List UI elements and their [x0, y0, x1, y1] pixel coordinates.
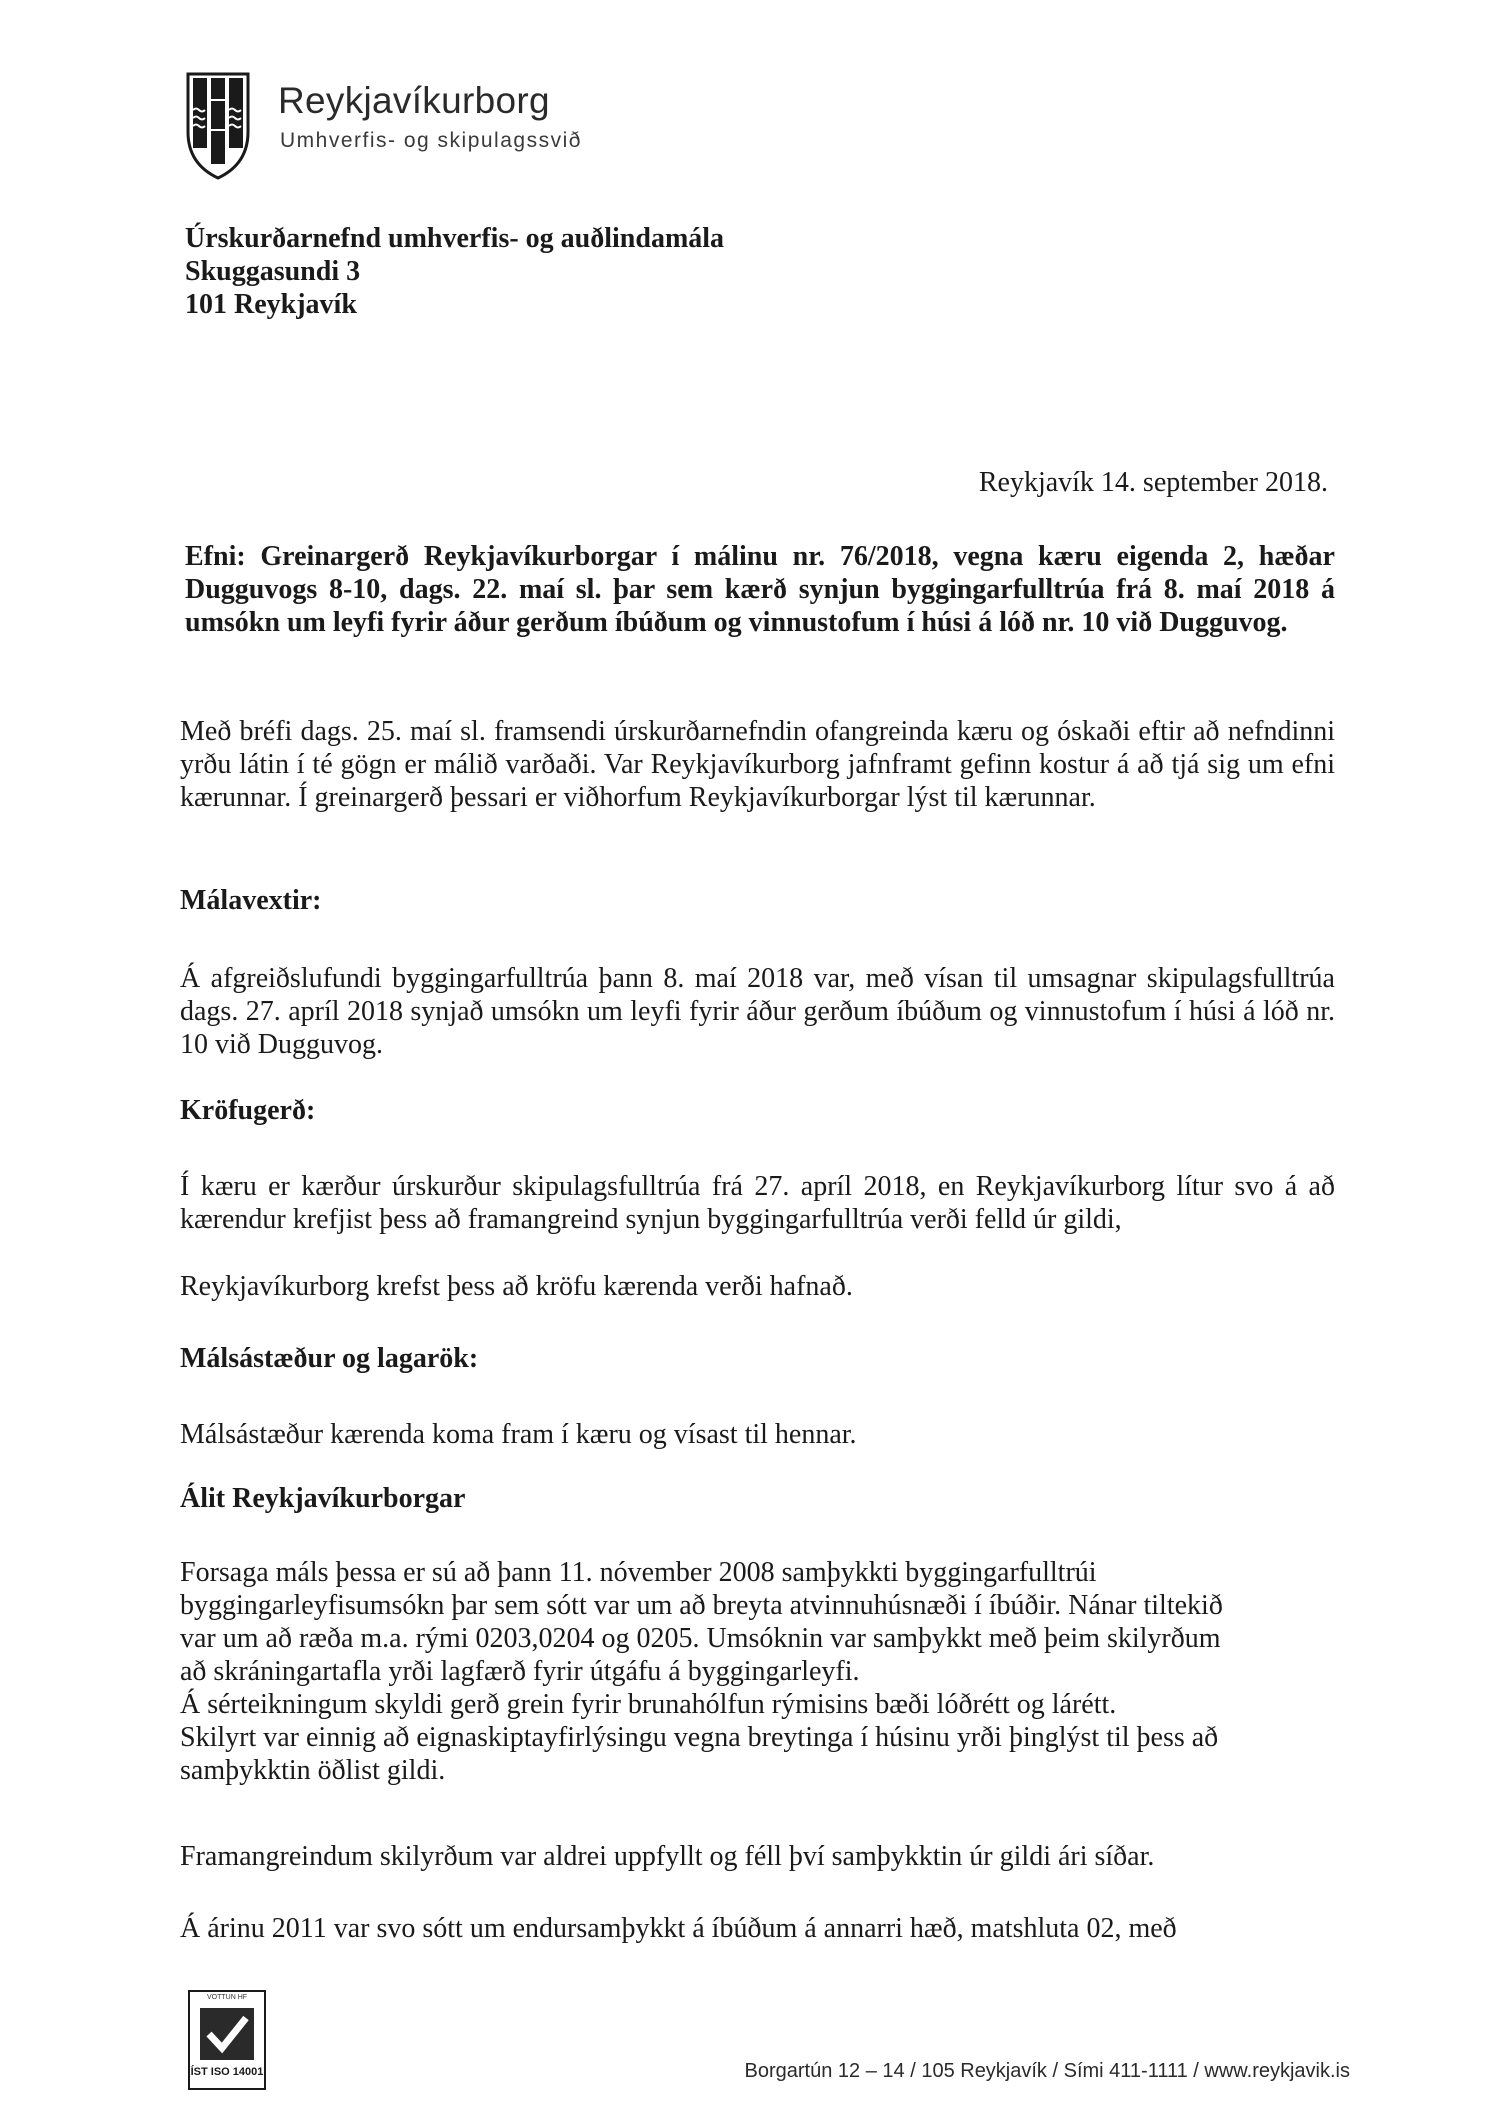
alit-paragraph — [180, 1556, 1335, 1787]
organization-name: Reykjavíkurborg — [278, 80, 550, 121]
reykjavik-coat-of-arms-logo — [185, 70, 251, 180]
alit-line: samþykktin öðlist gildi. — [180, 1755, 446, 1786]
footer-contact-info: Borgartún 12 – 14 / 105 Reykjavík / Sími 411-1111 / www.reykjavik.is — [744, 2060, 1350, 2082]
recipient-line: Úrskurðarnefnd umhverfis- og auðlindamála — [185, 223, 725, 254]
section-heading-krofugerd: Kröfugerð: — [180, 1095, 316, 1126]
krofugerd-demand: Reykjavíkurborg krefst þess að kröfu kærenda verði hafnað. — [180, 1271, 853, 1302]
checkmark-icon — [200, 2008, 254, 2065]
section-heading-malavextir: Málavextir: — [180, 885, 322, 916]
malsastaedur-paragraph: Málsástæður kærenda koma fram í kæru og vísast til hennar. — [180, 1419, 857, 1450]
letter-date: Reykjavík 14. september 2018. — [978, 467, 1328, 498]
certification-bottom-label: ÍST ISO 14001 — [190, 2066, 264, 2078]
alit-2011-paragraph: Á árinu 2011 var svo sótt um endursamþykkt á íbúðum á annarri hæð, matshluta 02, með — [180, 1913, 1177, 1944]
certification-top-label: VOTTUN HF — [206, 1994, 248, 2001]
krofugerd-paragraph: Í kæru er kærður úrskurður skipulagsfulltrúa frá 27. apríl 2018, en Reykjavíkurborg lítur svo á að kærendur krefjist þess að framangreind synjun byggingarfulltrúa verði felld úr gildi, — [180, 1171, 1335, 1235]
alit-line: byggingarleyfisumsókn þar sem sótt var um að breyta atvinnuhúsnæði í íbúðir. Nánar tiltekið — [180, 1590, 1223, 1621]
alit-conditions-paragraph: Framangreindum skilyrðum var aldrei uppfyllt og féll því samþykktin úr gildi ári síðar. — [180, 1841, 1155, 1872]
recipient-line: 101 Reykjavík — [185, 289, 357, 320]
intro-paragraph: Með bréfi dags. 25. maí sl. framsendi úrskurðarnefndin ofangreinda kæru og óskaði eftir að nefndinni yrðu látin í té gögn er málið varðaði. Var Reykjavíkurborg jafnframt gefinn kostur á að tjá sig um efni kærunnar. Í greinargerð þessari er viðhorfum Reykjavíkurborgar lýst til kærunnar. — [180, 716, 1335, 813]
section-heading-malsastaedur: Málsástæður og lagarök: — [180, 1343, 479, 1374]
alit-line: Skilyrt var einnig að eignaskiptayfirlýsingu vegna breytinga í húsinu yrði þinglýst til þess að — [180, 1722, 1219, 1753]
subject-line: Efni: Greinargerð Reykjavíkurborgar í málinu nr. 76/2018, vegna kæru eigenda 2, hæðar Dugguvogs 8-10, dags. 22. maí sl. þar sem kærð synjun byggingarfulltrúa frá 8. maí 2018 á umsókn um leyfi fyrir áður gerðum íbúðum og vinnustofum í húsi á lóð nr. 10 við Dugguvog. — [185, 541, 1335, 638]
department-name: Umhverfis- og skipulagssvið — [280, 129, 582, 152]
alit-line: Á sérteikningum skyldi gerð grein fyrir brunahólfun rýmisins bæði lóðrétt og lárétt. — [180, 1689, 1117, 1720]
iso-certification-badge — [188, 1990, 266, 2090]
alit-line: Forsaga máls þessa er sú að þann 11. nóvember 2008 samþykkti byggingarfulltrúi — [180, 1557, 1097, 1588]
recipient-line: Skuggasundi 3 — [185, 256, 361, 287]
alit-line: að skráningartafla yrði lagfærð fyrir útgáfu á byggingarleyfi. — [180, 1656, 860, 1687]
alit-line: var um að ræða m.a. rými 0203,0204 og 0205. Umsóknin var samþykkt með þeim skilyrðum — [180, 1623, 1221, 1654]
section-heading-alit: Álit Reykjavíkurborgar — [180, 1483, 466, 1514]
recipient-address — [185, 222, 724, 321]
malavextir-paragraph: Á afgreiðslufundi byggingarfulltrúa þann 8. maí 2018 var, með vísan til umsagnar skipulagsfulltrúa dags. 27. apríl 2018 synjað umsókn um leyfi fyrir áður gerðum íbúðum og vinnustofum í húsi á lóð nr. 10 við Dugguvog. — [180, 963, 1335, 1060]
